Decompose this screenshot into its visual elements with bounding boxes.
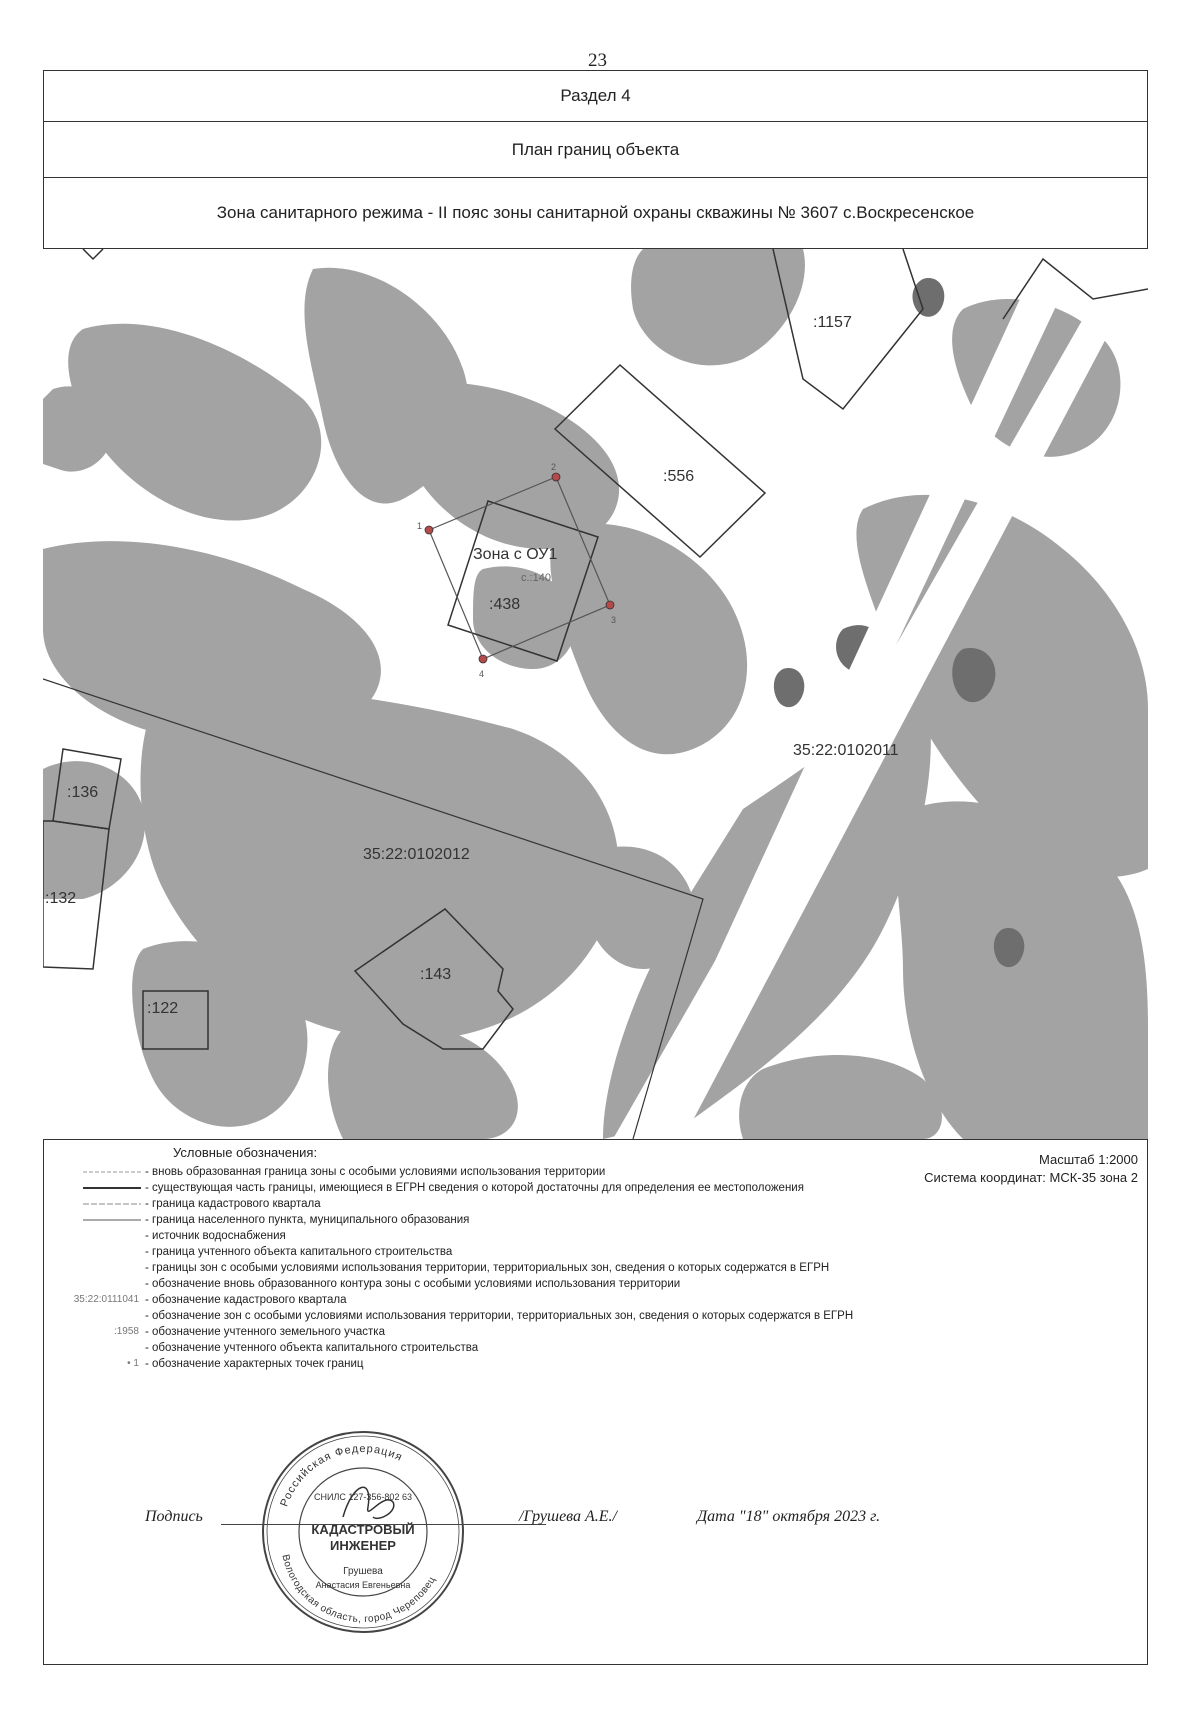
quarter-boundary-symbol: [83, 1196, 143, 1212]
section-title: Раздел 4: [43, 70, 1148, 122]
legend-symbol-label: :1958: [113, 1326, 139, 1337]
legend: Условные обозначения: Масштаб 1:2000 Система координат: МСК-35 зона 2 - вновь образованная граница зоны с особыми условиями использования территории - существующая часть границы, имеющиеся в ЕГРН сведения о которой достаточны для определения ее местоположения - граница кадастрового квартала - граница населенного пункта, муниципального образования - источник водоснабжения - граница учтенного объекта капитального строительства - границы зон с особыми условиями использования территории, территориальных зон, сведения о которых содержатся в ЕГРН - обозначение вновь образованного контура зоны с особыми условиями использования территории 35:22:0111041 - обозначение кадастрового квартала - обозначение зон с особыми условиями использования территории, территориальных зон, сведения о которых содержатся в ЕГРН :1958 - обозначение учтенного земельного участка - обозначение учтенного объекта капитального строительства • 1 - обозначение характерных точек границ: [43, 1142, 1148, 1432]
zone-sub-label: с.:140: [521, 572, 551, 584]
signature-date: Дата "18" октября 2023 г.: [697, 1508, 881, 1525]
legend-symbol-label: • 1: [127, 1358, 139, 1369]
new-boundary-symbol: [83, 1164, 143, 1180]
signature-name: /Грушева А.Е./: [519, 1508, 617, 1525]
page-number: 23: [588, 50, 607, 71]
parcel-122-label: :122: [147, 1000, 179, 1017]
svg-text:СНИЛС 127-356-802 63: СНИЛС 127-356-802 63: [314, 1492, 412, 1502]
quarter-label-1: 35:22:0102011: [793, 742, 899, 759]
settlement-boundary-symbol: [83, 1212, 143, 1228]
cadastral-map: [43, 248, 1148, 1140]
coordinate-system: Система координат: МСК-35 зона 2: [924, 1170, 1138, 1185]
parcel-438-label: :438: [489, 596, 521, 613]
boundary-point-2: [552, 473, 560, 481]
signature-label: Подпись: [145, 1508, 203, 1525]
svg-text:Вологодская область, город Чер: Вологодская область, город Череповец: [279, 1553, 438, 1626]
legend-symbol-label: 35:22:0111041: [73, 1294, 139, 1305]
parcel-556-label: :556: [663, 468, 695, 485]
point-number-2: 2: [551, 462, 557, 472]
boundary-point-4: [479, 655, 487, 663]
existing-boundary-symbol: [83, 1180, 143, 1196]
zone-label: Зона с ОУ1: [473, 546, 558, 563]
legend-title: Условные обозначения:: [173, 1145, 318, 1160]
svg-text:ИНЖЕНЕР: ИНЖЕНЕР: [330, 1538, 396, 1553]
point-number-4: 4: [479, 669, 485, 679]
parcel-136-label: :136: [67, 784, 99, 801]
boundary-point-1: [425, 526, 433, 534]
point-number-3: 3: [611, 615, 617, 625]
svg-text:Анастасия Евгеньевна: Анастасия Евгеньевна: [315, 1580, 411, 1590]
parcel-1157-label: :1157: [813, 314, 852, 331]
map-scale: Масштаб 1:2000: [1039, 1152, 1138, 1167]
svg-text:Грушева: Грушева: [343, 1566, 383, 1577]
point-number-1: 1: [417, 521, 423, 531]
signature-block: [43, 1440, 1148, 1660]
svg-text:Российская Федерация: Российская Федерация: [278, 1442, 405, 1509]
plan-title: План границ объекта: [43, 122, 1148, 178]
quarter-label-2: 35:22:0102012: [363, 846, 470, 863]
parcel-143-label: :143: [420, 966, 452, 983]
official-stamp: [253, 1422, 473, 1642]
boundary-point-3: [606, 601, 614, 609]
svg-text:КАДАСТРОВЫЙ: КАДАСТРОВЫЙ: [311, 1522, 415, 1537]
zone-title: Зона санитарного режима - II пояс зоны санитарной охраны скважины № 3607 с.Воскресенское: [216, 203, 975, 222]
parcel-132-label: :132: [45, 890, 77, 907]
